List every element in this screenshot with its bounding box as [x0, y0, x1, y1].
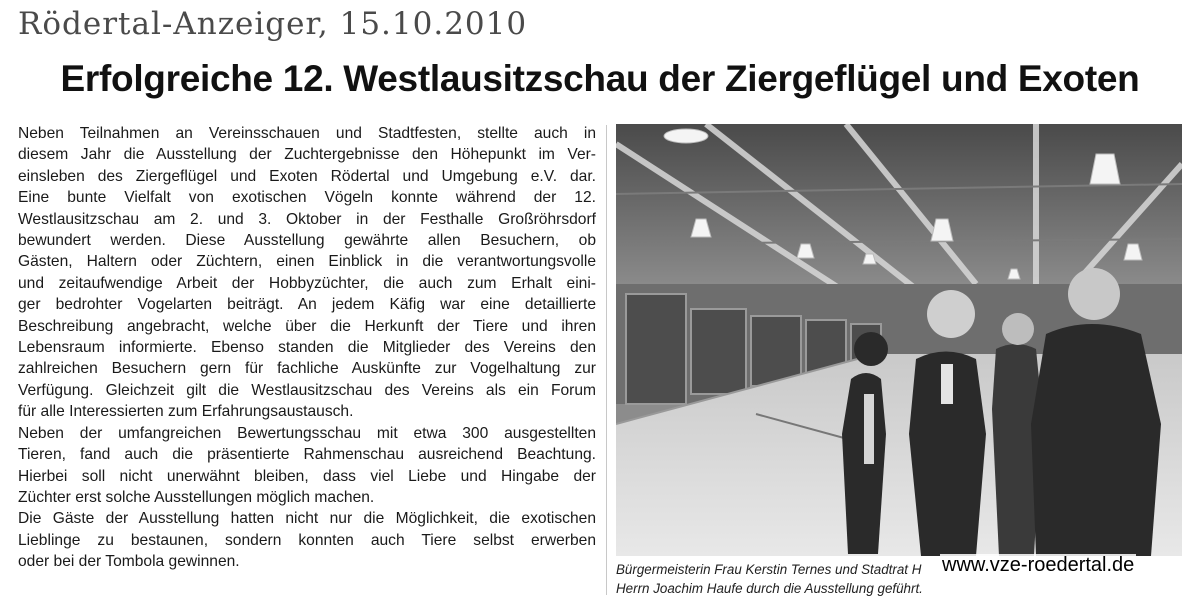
- article-line: Beschreibung angebracht, welche über die Herkunft der Tiere und ihren: [18, 317, 596, 335]
- article-line: diesem Jahr die Ausstellung der Zuchtergebnisse den Höhepunkt im Ver-: [18, 146, 596, 164]
- article-line: Die Gäste der Ausstellung hatten nicht nur die Möglichkeit, die exotischen: [18, 510, 596, 528]
- website-watermark: www.vze-roedertal.de: [942, 554, 1135, 576]
- article-line: zahlreichen Besuchern gern für fachliche Auskünfte zur Vogelhaltung zur: [18, 360, 596, 378]
- article-line: Eine bunte Vielfalt von exotischen Vögeln konnte während der 12.: [18, 189, 596, 207]
- article-line: Lieblinge zu bestaunen, sondern konnten auch Tiere selbst erwerben: [18, 531, 596, 549]
- article-line: bewundert werden. Diese Ausstellung gewährte allen Besuchern, ob: [18, 232, 596, 250]
- article-line: Gästen, Haltern oder Züchtern, einen Einblick in die verantwortungsvolle: [18, 253, 596, 271]
- article-line: Westlausitzschau am 2. und 3. Oktober in der Festhalle Großröhrsdorf: [18, 210, 596, 228]
- masthead: Rödertal-Anzeiger, 15.10.2010: [18, 6, 528, 42]
- article-line: Tieren, fand auch die präsentierte Rahmenschau ausreichend Beachtung.: [18, 446, 596, 464]
- article-line: Neben der umfangreichen Bewertungsschau mit etwa 300 ausgestellten: [18, 424, 596, 442]
- article-line: einsleben des Ziergeflügel und Exoten Rödertal und Umgebung e.V. dar.: [18, 167, 596, 185]
- article-line: Lebensraum informierte. Ebenso standen die Mitglieder des Vereins den: [18, 339, 596, 357]
- exhibition-photo-drawing: [616, 124, 1182, 556]
- article-line: Hierbei soll nicht unerwähnt bleiben, dass viel Liebe und Hingabe der: [18, 467, 596, 485]
- article-line: ger bedrohter Vogelarten beiträgt. An jedem Käfig war eine detaillierte: [18, 296, 596, 314]
- article-line: oder bei der Tombola gewinnen.: [18, 553, 240, 571]
- article-body: [18, 123, 596, 573]
- caption-line: Herrn Joachim Haufe durch die Ausstellung geführt.: [616, 581, 923, 596]
- article-line: Verfügung. Gleichzeit gilt die Westlausitzschau des Vereins als ein Forum: [18, 381, 596, 399]
- article-line: Neben Teilnahmen an Vereinsschauen und Stadtfesten, stellte auch in: [18, 125, 596, 142]
- exhibition-photo: [616, 124, 1182, 556]
- article-line: und zeitaufwendige Arbeit der Hobbyzüchter, die auch zum Erhalt eini-: [18, 274, 596, 292]
- caption-line: Bürgermeisterin Frau Kerstin Ternes und Stadtrat H: [616, 562, 922, 577]
- headline: Erfolgreiche 12. Westlausitzschau der Ziergeflügel und Exoten: [60, 58, 1140, 99]
- article-line: Züchter erst solche Ausstellungen möglich machen.: [18, 488, 375, 506]
- article-line: für alle Interessierten zum Erfahrungsaustausch.: [18, 403, 354, 421]
- column-divider: [606, 125, 607, 595]
